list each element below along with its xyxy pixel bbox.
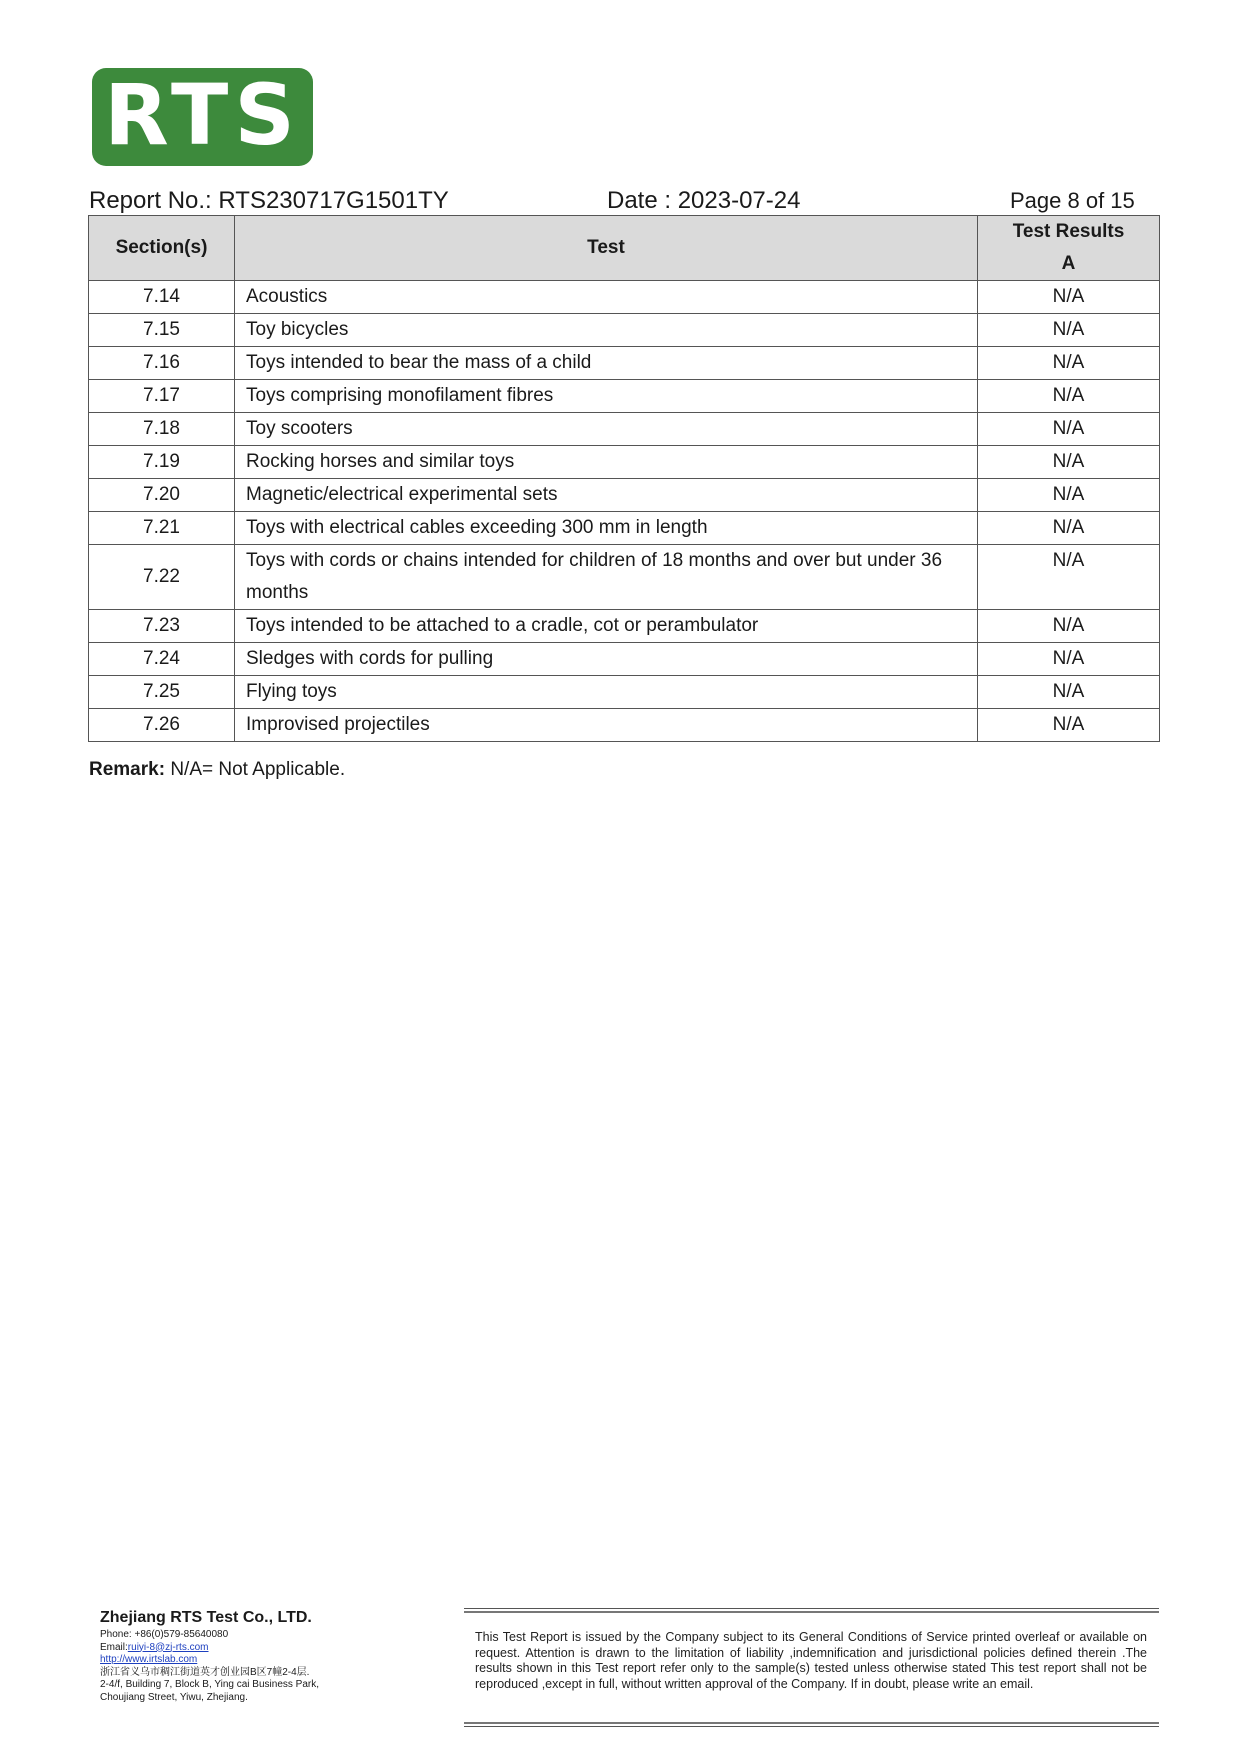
email-link[interactable]: ruiyi-8@zj-rts.com <box>127 1641 209 1653</box>
test-cell: Flying toys <box>235 676 978 709</box>
test-cell: Toy scooters <box>235 413 978 446</box>
email-label: Email: <box>100 1641 128 1653</box>
test-cell: Acoustics <box>235 281 978 314</box>
company-name: Zhejiang RTS Test Co., LTD. <box>100 1609 312 1626</box>
table-row <box>89 281 1160 314</box>
test-cell: Sledges with cords for pulling <box>235 643 978 676</box>
table-row <box>89 709 1160 742</box>
test-cell: Toys with electrical cables exceeding 300 mm in length <box>235 512 978 545</box>
company-phone: Phone: +86(0)579-85640080 <box>100 1629 229 1640</box>
test-cell: Toys intended to be attached to a cradle, cot or perambulator <box>235 610 978 643</box>
company-address-en-1: 2-4/f, Building 7, Block B, Ying cai Business Park, <box>100 1679 319 1690</box>
table-row <box>89 545 1160 610</box>
remark-text: N/A= Not Applicable. <box>165 759 346 780</box>
table-row <box>89 314 1160 347</box>
test-cell: Toys comprising monofilament fibres <box>235 380 978 413</box>
section-cell: 7.14 <box>89 281 235 314</box>
table-row <box>89 643 1160 676</box>
remark <box>89 759 345 781</box>
result-cell: N/A <box>978 479 1160 512</box>
report-number: Report No.: RTS230717G1501TY <box>89 187 449 214</box>
header-test-results-label: Test Results A <box>1012 221 1125 274</box>
section-cell: 7.17 <box>89 380 235 413</box>
result-cell: N/A <box>978 281 1160 314</box>
result-cell: N/A <box>978 413 1160 446</box>
result-cell: N/A <box>978 446 1160 479</box>
table-row <box>89 676 1160 709</box>
section-cell: 7.25 <box>89 676 235 709</box>
company-website-line <box>100 1654 380 1667</box>
footer-divider-bottom-thick <box>464 1722 1159 1724</box>
section-cell: 7.24 <box>89 643 235 676</box>
website-link[interactable]: http://www.irtslab.com <box>100 1654 198 1665</box>
result-cell: N/A <box>978 709 1160 742</box>
result-cell: N/A <box>978 610 1160 643</box>
section-cell: 7.19 <box>89 446 235 479</box>
rts-logo <box>92 68 313 166</box>
company-email-line <box>100 1642 380 1655</box>
result-cell: N/A <box>978 512 1160 545</box>
header-test: Test <box>235 216 978 281</box>
result-cell: N/A <box>978 347 1160 380</box>
footer-divider-top <box>464 1608 1159 1609</box>
table-row <box>89 610 1160 643</box>
result-cell: N/A <box>978 545 1160 610</box>
table-row <box>89 479 1160 512</box>
table-row <box>89 413 1160 446</box>
section-cell: 7.16 <box>89 347 235 380</box>
section-cell: 7.21 <box>89 512 235 545</box>
company-address-en-2: Choujiang Street, Yiwu, Zhejiang. <box>100 1691 248 1703</box>
test-cell: Toys with cords or chains intended for children of 18 months and over but under 36 months <box>235 545 978 610</box>
table-row <box>89 347 1160 380</box>
header-test-results <box>978 216 1160 281</box>
table-row <box>89 512 1160 545</box>
section-cell: 7.26 <box>89 709 235 742</box>
table-header-row <box>89 216 1160 281</box>
header-sections: Section(s) <box>89 216 235 281</box>
company-info <box>100 1609 380 1704</box>
table-row <box>89 446 1160 479</box>
section-cell: 7.15 <box>89 314 235 347</box>
result-cell: N/A <box>978 676 1160 709</box>
result-cell: N/A <box>978 643 1160 676</box>
test-cell: Rocking horses and similar toys <box>235 446 978 479</box>
section-cell: 7.18 <box>89 413 235 446</box>
report-date: Date : 2023-07-24 <box>607 187 801 214</box>
test-cell: Improvised projectiles <box>235 709 978 742</box>
remark-label: Remark: <box>89 759 166 780</box>
disclaimer-text: This Test Report is issued by the Company subject to its General Conditions of Service printed overleaf or available on request. Attention is drawn to the limitation of liability ,indemnification and jurisdictional policies defined therein .The results shown in this Test report refer only to the sample(s) tested unless otherwise stated This test report shall not be reproduced ,except in full, without written approval of the Company. If in doubt, please write an email. <box>475 1630 1147 1691</box>
section-cell: 7.20 <box>89 479 235 512</box>
logo-text: RTS <box>104 66 301 164</box>
footer-divider-top-thick <box>464 1611 1159 1613</box>
company-address-cn: 浙江省义乌市稠江街道英才创业园B区7幢2-4层. <box>100 1666 310 1678</box>
test-cell: Toy bicycles <box>235 314 978 347</box>
page-number: Page 8 of 15 <box>1010 188 1135 213</box>
section-cell: 7.22 <box>89 545 235 610</box>
footer-divider-bottom <box>464 1726 1159 1727</box>
table-row <box>89 380 1160 413</box>
test-results-table <box>88 215 1160 742</box>
result-cell: N/A <box>978 314 1160 347</box>
test-cell: Toys intended to bear the mass of a child <box>235 347 978 380</box>
section-cell: 7.23 <box>89 610 235 643</box>
result-cell: N/A <box>978 380 1160 413</box>
test-cell: Magnetic/electrical experimental sets <box>235 479 978 512</box>
